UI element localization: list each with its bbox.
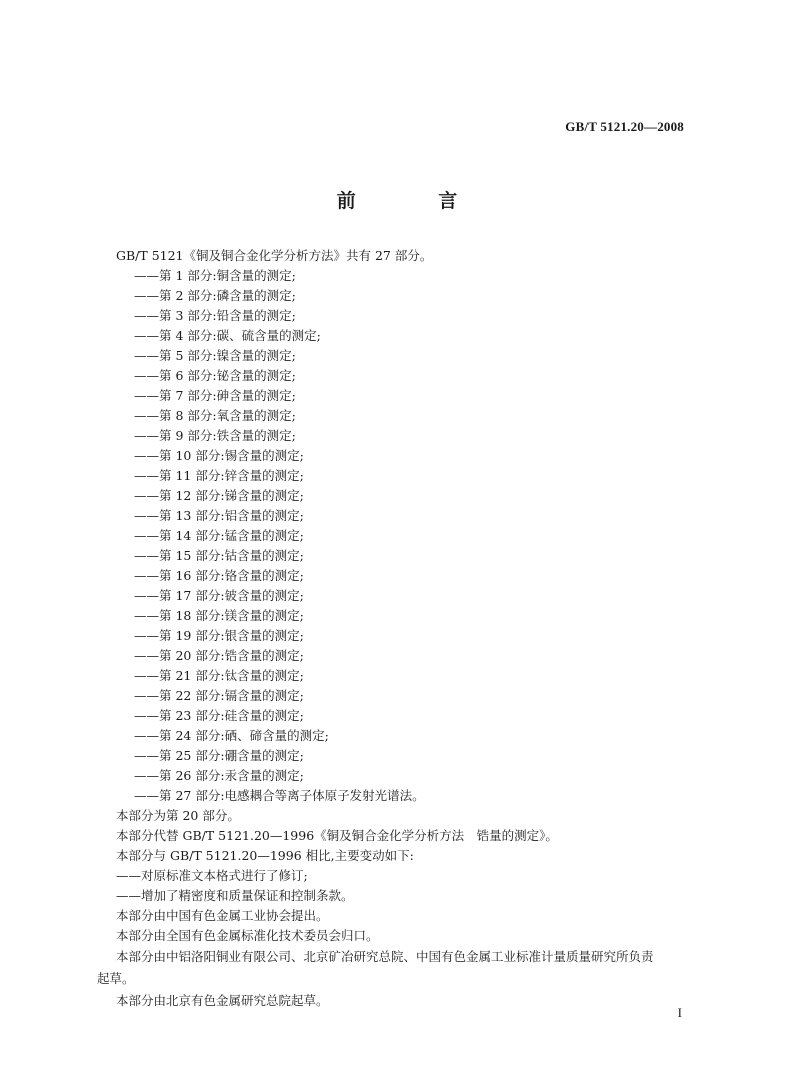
part-list-item: ——第 16 部分:铬含量的测定;	[134, 568, 304, 583]
part-list-item: ——第 7 部分:砷含量的测定;	[134, 388, 296, 403]
proposed-by-statement: 本部分由中国有色金属工业协会提出。	[116, 908, 329, 923]
part-list-item: ——第 2 部分:磷含量的测定;	[134, 288, 296, 303]
part-list-item: ——第 23 部分:硅含量的测定;	[134, 708, 304, 723]
part-list-item: ——第 11 部分:锌含量的测定;	[134, 468, 304, 483]
changes-intro: 本部分与 GB/T 5121.20—1996 相比,主要变动如下:	[116, 848, 414, 863]
part-list-item: ——第 12 部分:锑含量的测定;	[134, 488, 304, 503]
page-title: 前 言	[336, 190, 496, 212]
page-number: I	[677, 1005, 682, 1020]
part-list-item: ——第 14 部分:锰含量的测定;	[134, 528, 304, 543]
change-item: ——增加了精密度和质量保证和控制条款。	[116, 888, 354, 903]
drafting-units-continuation: 起草。	[97, 971, 135, 986]
part-list-item: ——第 13 部分:铝含量的测定;	[134, 508, 304, 523]
drafting-units-line: 本部分由中铝洛阳铜业有限公司、北京矿冶研究总院、中国有色金属工业标准计量质量研究所负责	[116, 949, 654, 964]
part-list-item: ——第 5 部分:镍含量的测定;	[134, 348, 296, 363]
managed-by-statement: 本部分由全国有色金属标准化技术委员会归口。	[116, 928, 379, 943]
intro-paragraph: GB/T 5121《铜及铜合金化学分析方法》共有 27 部分。	[116, 248, 433, 263]
part-list-item: ——第 25 部分:硼含量的测定;	[134, 748, 304, 763]
part-list-item: ——第 18 部分:镁含量的测定;	[134, 608, 304, 623]
this-part-statement: 本部分为第 20 部分。	[116, 808, 240, 823]
part-list-item: ——第 21 部分:钛含量的测定;	[134, 668, 304, 683]
foreword-body	[97, 246, 694, 1012]
part-list-item: ——第 24 部分:硒、碲含量的测定;	[134, 728, 329, 743]
replaces-statement: 本部分代替 GB/T 5121.20—1996《铜及铜合金化学分析方法 锆量的测定》。	[116, 828, 558, 843]
part-list-item: ——第 19 部分:银含量的测定;	[134, 628, 304, 643]
part-list-item: ——第 17 部分:铍含量的测定;	[134, 588, 304, 603]
part-list-item: ——第 10 部分:锡含量的测定;	[134, 448, 304, 463]
part-list-item: ——第 8 部分:氧含量的测定;	[134, 408, 296, 423]
part-list-item: ——第 26 部分:汞含量的测定;	[134, 768, 304, 783]
part-list-item: ——第 22 部分:镉含量的测定;	[134, 688, 304, 703]
part-list-item: ——第 3 部分:铅含量的测定;	[134, 308, 296, 323]
part-list-item: ——第 9 部分:铁含量的测定;	[134, 428, 296, 443]
part-list-item: ——第 20 部分:锆含量的测定;	[134, 648, 304, 663]
part-list-item: ——第 4 部分:碳、硫含量的测定;	[134, 328, 321, 343]
part-list-item: ——第 1 部分:铜含量的测定;	[134, 268, 296, 283]
part-list-item: ——第 27 部分:电感耦合等离子体原子发射光谱法。	[134, 788, 425, 803]
drafted-by-statement: 本部分由北京有色金属研究总院起草。	[116, 993, 329, 1008]
part-list-item: ——第 6 部分:铋含量的测定;	[134, 368, 296, 383]
standard-code: GB/T 5121.20—2008	[565, 119, 684, 134]
parts-list	[134, 266, 694, 806]
change-item: ——对原标准文本格式进行了修订;	[116, 868, 308, 883]
part-list-item: ——第 15 部分:钴含量的测定;	[134, 548, 304, 563]
